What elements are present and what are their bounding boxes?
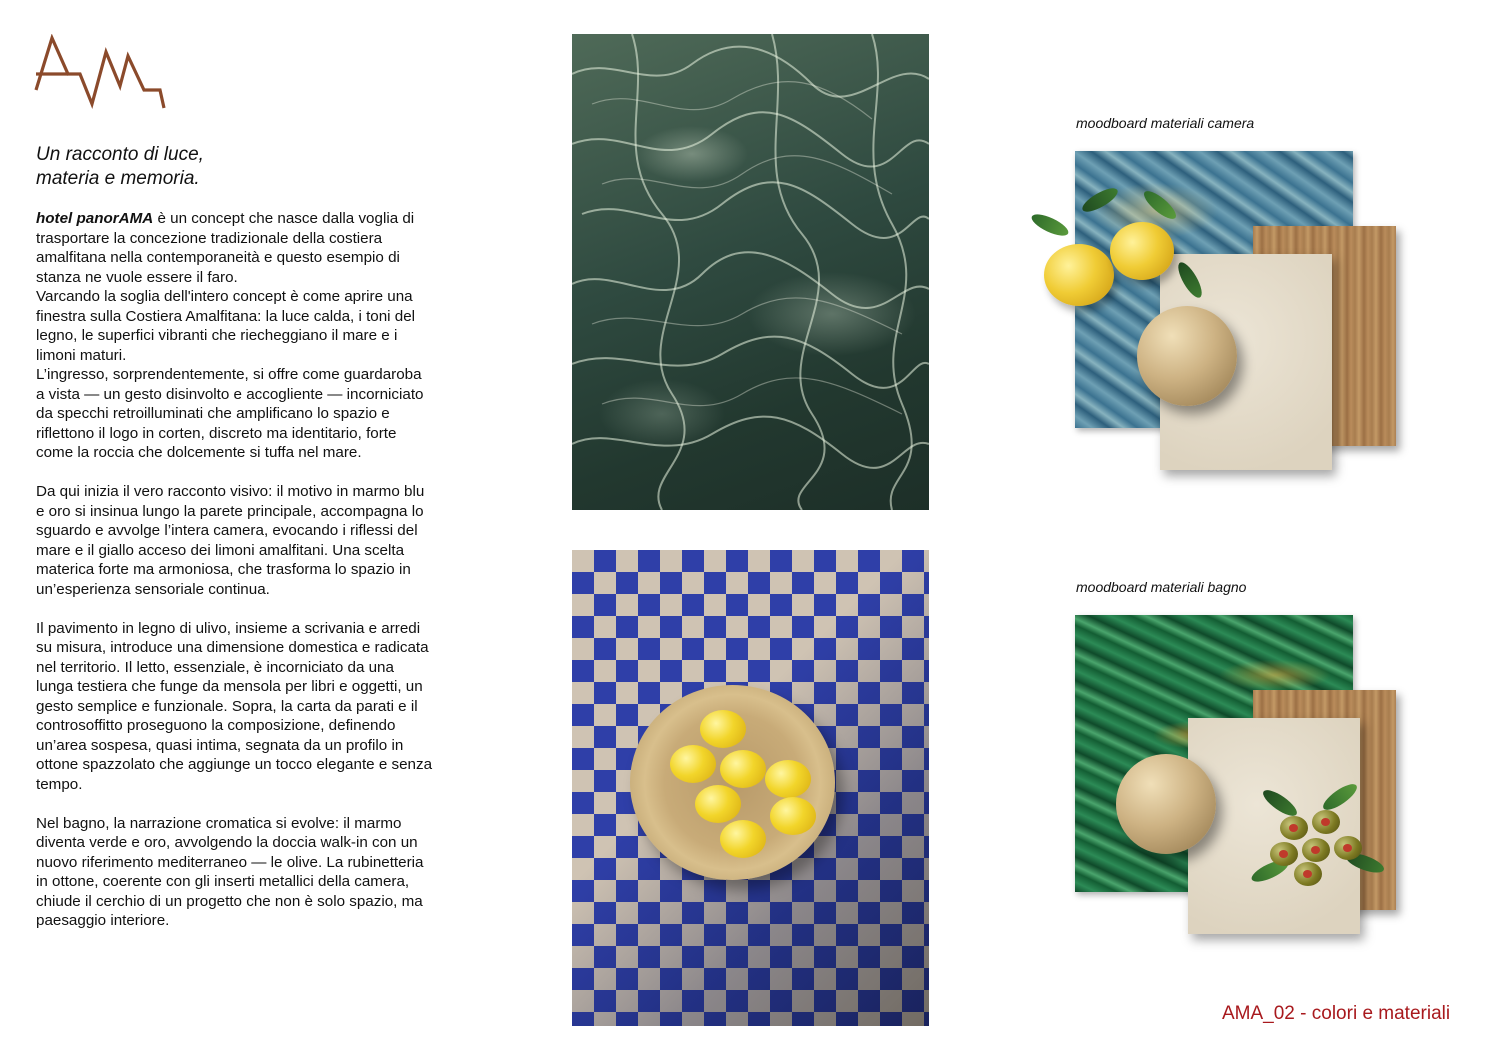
- sea-water-photo: [572, 34, 929, 510]
- olives-image: [1250, 786, 1385, 898]
- leaf: [1029, 210, 1071, 240]
- brushed-brass-disc: [1116, 754, 1216, 854]
- leaf: [1174, 259, 1206, 301]
- page-footer-title: AMA_02 - colori e materiali: [1222, 1003, 1451, 1024]
- moodboard-camera-caption: moodboard materiali camera: [1076, 115, 1255, 131]
- ama-logo-mark: [34, 34, 166, 112]
- lemon: [720, 750, 766, 788]
- olive: [1302, 838, 1330, 862]
- hotel-name: hotel panorAMA: [36, 210, 154, 227]
- water-caustics: [572, 34, 929, 510]
- ama-logo: [34, 34, 166, 112]
- olive: [1280, 816, 1308, 840]
- olive: [1270, 842, 1298, 866]
- lemon-branch-image: [1030, 188, 1210, 318]
- moodboard-bagno-caption: moodboard materiali bagno: [1076, 579, 1247, 595]
- paragraph-threshold: Varcando la soglia dell'intero concept è come aprire una finestra sulla Costiera Amalfitana: la luce calda, i toni del legno, le superfici vibranti che riecheggiano il mare e i limoni maturi.: [36, 288, 416, 364]
- paragraph-intro-text: è un concept che nasce dalla voglia di trasportare la concezione tradizionale della costiera amalfitana nella contemporaneità e questo esempio di stanza ne vuole essere il faro.: [36, 210, 415, 286]
- paragraph-entrance: L’ingresso, sorprendentemente, si offre come guardaroba a vista — un gesto disinvolto e accogliente — incorniciato da specchi retroilluminati che amplificano lo spazio e riflettono il logo in corten, discreto ma identitario, forte come la roccia che dolcemente si tuffa nel mare.: [36, 366, 424, 461]
- lemon: [770, 797, 816, 835]
- tagline-line-1: Un racconto di luce,: [36, 144, 204, 165]
- tagline: [36, 143, 436, 191]
- olive: [1312, 810, 1340, 834]
- lemon: [720, 820, 766, 858]
- lemon: [670, 745, 716, 783]
- olive: [1334, 836, 1362, 860]
- paragraph-visual-story: Da qui inizia il vero racconto visivo: il motivo in marmo blu e oro si insinua lungo la parete principale, accompagna lo sguardo e avvolge l’intera camera, evocando i riflessi del mare e il giallo acceso dei limoni amalfitani. Una scelta materica forte ma armoniosa, che trasforma lo spazio in un’esperienza sensoriale continua.: [36, 483, 425, 598]
- paragraph-intro: [36, 209, 434, 463]
- wicker-basket: [630, 685, 835, 880]
- leaf: [1079, 184, 1121, 216]
- lemon-basket-photo: [572, 550, 929, 1026]
- brushed-brass-disc: [1137, 306, 1237, 406]
- lemon: [1044, 244, 1114, 306]
- paragraph-floor: Il pavimento in legno di ulivo, insieme a scrivania e arredi su misura, introduce una dimensione domestica e radicata nel territorio. Il letto, essenziale, è incorniciato da una lunga testiera che funge da mensola per libri e oggetti, un gesto semplice e funzionale. Sopra, la carta da parati e il controsoffitto proseguono la composizione, definendo un’area sospesa, quasi intima, segnata da un profilo in ottone spazzolato che aggiunge un tocco elegante e senza tempo.: [36, 619, 433, 793]
- olive: [1294, 862, 1322, 886]
- lemon: [695, 785, 741, 823]
- leaf: [1140, 187, 1180, 223]
- lemon: [700, 710, 746, 748]
- tagline-line-2: materia e memoria.: [36, 168, 200, 189]
- lemon: [1110, 222, 1174, 280]
- lemon: [765, 760, 811, 798]
- concept-description: [36, 209, 434, 950]
- paragraph-bathroom: Nel bagno, la narrazione cromatica si evolve: il marmo diventa verde e oro, avvolgendo la doccia walk-in con un nuovo riferimento mediterraneo — le olive. La rubinetteria in ottone, coerente con gli inserti metallici della camera, chiude il cerchio di un progetto che non è solo spazio, ma paesaggio interiore.: [36, 814, 424, 929]
